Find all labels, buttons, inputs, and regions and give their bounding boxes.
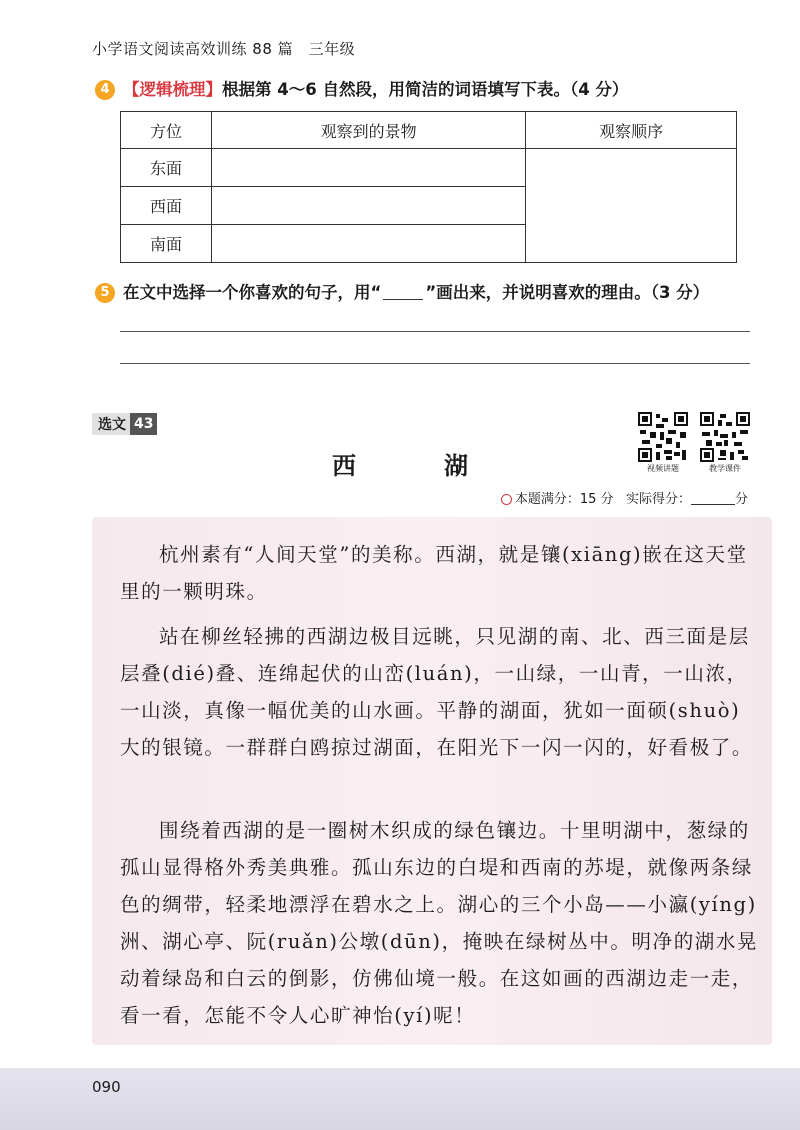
table-row-label-east: 东面 bbox=[121, 149, 212, 187]
answer-line[interactable] bbox=[120, 331, 750, 332]
qr-label-video: 视频讲题 bbox=[647, 464, 679, 473]
clock-icon bbox=[501, 494, 512, 505]
table-row-label-west: 西面 bbox=[121, 187, 212, 225]
table-header-order: 观察顺序 bbox=[526, 112, 737, 149]
question-text-start: 在文中选择一个你喜欢的句子，用“ bbox=[123, 283, 382, 302]
answer-table bbox=[120, 111, 737, 263]
answer-cell-east[interactable] bbox=[212, 149, 526, 187]
score-unit: 分 bbox=[734, 492, 748, 507]
score-line bbox=[501, 488, 748, 507]
question-number-badge: 5 bbox=[95, 283, 115, 303]
score-actual-label: 实际得分： bbox=[625, 492, 691, 507]
question-number-badge: 4 bbox=[95, 80, 115, 100]
table-row-label-south: 南面 bbox=[121, 225, 212, 263]
underline-sample bbox=[383, 285, 423, 300]
passage-paragraph-1: 杭州素有“人间天堂”的美称。西湖，就是镶(xiāng)嵌在这天堂里的一颗明珠。 bbox=[120, 543, 748, 603]
passage-paragraph-2: 站在柳丝轻拂的西湖边极目远眺，只见湖的南、北、西三面是层层叠(dié)叠、连绵起伏的山峦(luán)，一山绿，一山青，一山浓，一山淡，真像一幅优美的山水画。平静的湖面，犹如一面硕(shuò)大的银镜。一群群白鸥掠过湖面，在阳光下一闪一闪的，好看极了。 bbox=[120, 625, 754, 759]
score-full: 本题满分：15 分 bbox=[514, 492, 614, 507]
passage-paragraph-3: 围绕着西湖的是一圈树木织成的绿色镶边。十里明湖中，葱绿的孤山显得格外秀美典雅。孤山东边的白堤和西南的苏堤，就像两条绿色的绸带，轻柔地漂浮在碧水之上。湖心的三个小岛——小瀛(yíng)洲、湖心亭、阮(ruǎn)公墩(dūn)，掩映在绿树丛中。明净的湖水晃动着绿岛和白云的倒影，仿佛仙境一般。在这如画的西湖边走一走，看一看，怎能不令人心旷神怡(yí)呢！ bbox=[120, 819, 759, 1027]
book-header: 小学语文阅读高效训练 88 篇 三年级 bbox=[92, 40, 356, 58]
question-text-end: ”画出来，并说明喜欢的理由。（3 分） bbox=[425, 283, 710, 302]
answer-line[interactable] bbox=[120, 363, 750, 364]
answer-cell-order[interactable] bbox=[526, 149, 737, 263]
qr-label-courseware: 教学课件 bbox=[709, 464, 741, 473]
question-5 bbox=[95, 279, 709, 303]
passage-title: 西 湖 bbox=[332, 451, 500, 480]
answer-cell-south[interactable] bbox=[212, 225, 526, 263]
score-blank[interactable] bbox=[691, 492, 735, 505]
page-number: 090 bbox=[92, 1078, 121, 1096]
table-header-scenery: 观察到的景物 bbox=[212, 112, 526, 149]
question-text: 根据第 4～6 自然段，用简洁的词语填写下表。（4 分） bbox=[222, 80, 629, 99]
question-tag: 【逻辑梳理】 bbox=[123, 80, 222, 99]
table-header-direction: 方位 bbox=[121, 112, 212, 149]
selection-badge bbox=[92, 413, 157, 435]
selection-label: 选文 bbox=[98, 417, 126, 433]
selection-number: 43 bbox=[130, 413, 157, 435]
answer-cell-west[interactable] bbox=[212, 187, 526, 225]
question-4 bbox=[95, 76, 628, 100]
